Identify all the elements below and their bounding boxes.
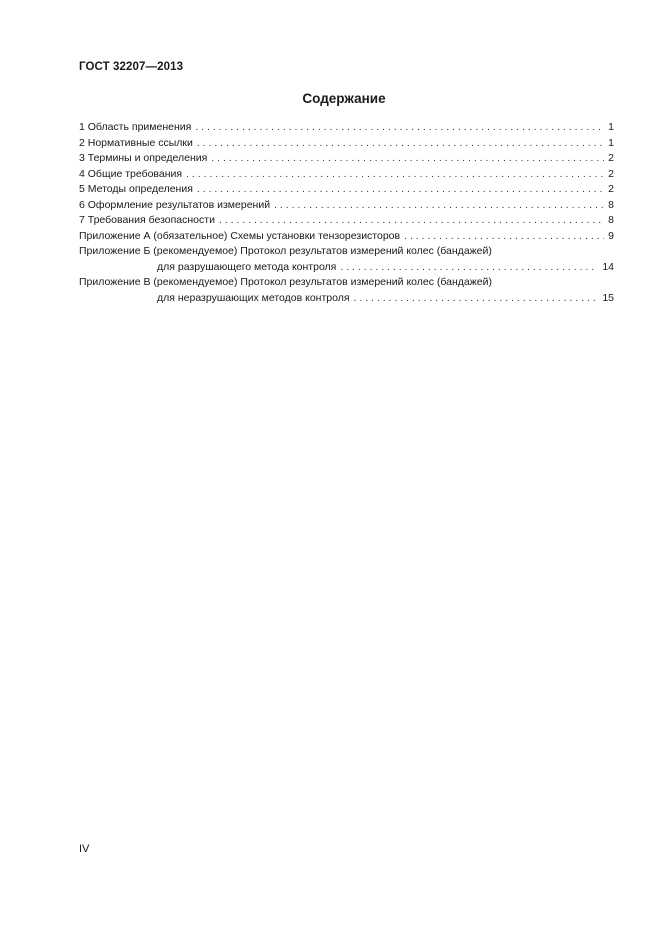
toc-leader-dots <box>404 229 604 245</box>
toc-entry <box>79 198 614 214</box>
toc-entry-page: 8 <box>608 214 614 226</box>
table-of-contents <box>79 120 614 306</box>
toc-entry-page: 14 <box>602 260 614 273</box>
toc-leader-dots <box>197 136 604 152</box>
toc-appendix-entry <box>79 244 614 275</box>
toc-entry <box>79 213 614 229</box>
toc-entry <box>79 167 614 183</box>
toc-entry-label: 7 Требования безопасности <box>79 214 215 226</box>
toc-entry-page: 15 <box>602 291 614 304</box>
toc-entry <box>79 229 614 245</box>
toc-entry-label: 2 Нормативные ссылки <box>79 136 193 149</box>
toc-entry <box>79 182 614 198</box>
toc-leader-dots <box>354 291 599 307</box>
toc-entry-label: 6 Оформление результатов измерений <box>79 198 271 211</box>
page-number: IV <box>79 843 90 855</box>
toc-entry <box>79 136 614 152</box>
toc-leader-dots <box>197 182 604 198</box>
document-header: ГОСТ 32207—2013 <box>79 61 184 73</box>
toc-entry-label: 5 Методы определения <box>79 183 193 195</box>
toc-entry-label: 1 Область применения <box>79 121 192 133</box>
toc-entry-page: 9 <box>608 229 614 242</box>
toc-leader-dots <box>219 213 604 229</box>
toc-appendix-title: Приложение Б (рекомендуемое) Протокол результатов измерений колес (бандажей) <box>79 245 492 257</box>
toc-entry-label: Приложение А (обязательное) Схемы установки тензорезисторов <box>79 229 401 242</box>
toc-leader-dots <box>195 120 604 136</box>
toc-leader-dots <box>211 151 604 167</box>
toc-leader-dots <box>186 167 604 183</box>
toc-entry-label: 3 Термины и определения <box>79 152 208 164</box>
toc-appendix-entry <box>79 275 614 306</box>
toc-appendix-continuation <box>79 291 614 307</box>
toc-entry-page: 2 <box>608 152 614 164</box>
toc-appendix-continuation <box>79 260 614 276</box>
toc-leader-dots <box>274 198 604 214</box>
toc-leader-dots <box>340 260 598 276</box>
toc-entry-page: 1 <box>608 136 614 149</box>
toc-entry-label: 4 Общие требования <box>79 167 183 180</box>
toc-entry-page: 1 <box>608 121 614 133</box>
toc-title: Содержание <box>302 91 386 106</box>
toc-entry <box>79 151 614 167</box>
toc-entry-page: 2 <box>608 167 614 180</box>
toc-appendix-title: Приложение В (рекомендуемое) Протокол результатов измерений колес (бандажей) <box>79 276 492 288</box>
toc-appendix-subtitle: для разрушающего метода контроля <box>157 260 337 273</box>
toc-entry <box>79 120 614 136</box>
toc-entry-page: 2 <box>608 183 614 195</box>
toc-entry-page: 8 <box>608 198 614 211</box>
toc-appendix-subtitle: для неразрушающих методов контроля <box>157 291 350 304</box>
